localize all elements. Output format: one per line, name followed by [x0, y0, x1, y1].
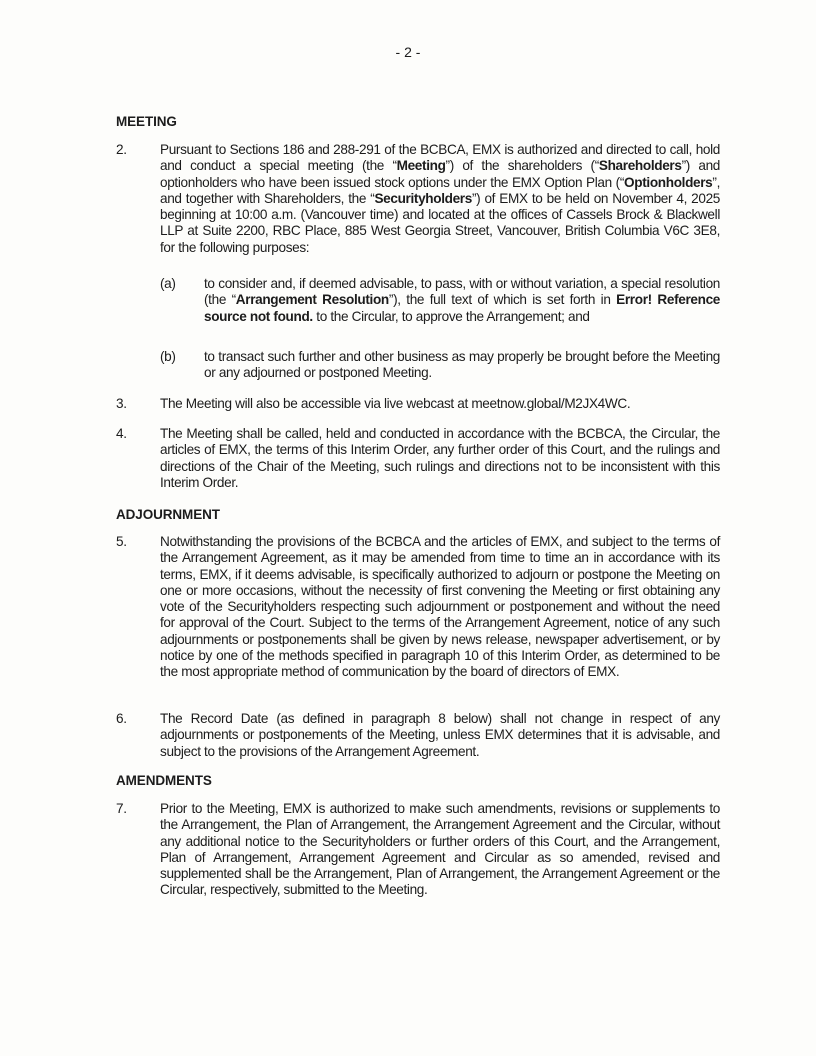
defined-term: Arrangement Resolution: [235, 292, 389, 308]
text-run: ”, and together with Shareholders, the “: [160, 174, 720, 206]
defined-term: Error! Reference source not found.: [204, 292, 720, 324]
paragraph-number: 3.: [116, 396, 127, 411]
text-run: to consider and, if deemed advisable, to pass, with or without variation, a special resolution (the “: [204, 276, 720, 308]
defined-term: Optionholders: [624, 174, 713, 190]
page-number: - 2 -: [395, 44, 421, 60]
heading-meeting: MEETING: [116, 114, 177, 129]
paragraph-2b: [160, 349, 720, 382]
paragraph-text: [204, 349, 720, 382]
paragraph-text: [160, 426, 720, 491]
defined-term: Securityholders: [374, 190, 472, 206]
defined-term: Meeting: [396, 158, 446, 174]
paragraph-number: 5.: [116, 534, 127, 549]
heading-amendments: AMENDMENTS: [116, 773, 212, 788]
paragraph-text: [160, 142, 720, 256]
text-run: ”), the full text of which is set forth in: [388, 292, 617, 308]
text-run: The Meeting shall be called, held and conducted in accordance with the BCBCA, the Circular, the articles of EMX, the terms of this Interim Order, any further order of this Court, and the rulings and directions of the Chair of the Meeting, such rulings and directions not to be inconsistent with this Interim Order.: [160, 426, 720, 490]
paragraph-number: 6.: [116, 711, 127, 726]
text-run: ”) of the shareholders (“: [445, 158, 599, 174]
paragraph-text: [160, 801, 720, 899]
text-run: ”) of EMX to be held on November 4, 2025 beginning at 10:00 a.m. (Vancouver time) and located at the offices of Cassels Brock & Blackwell LLP at Suite 2200, RBC Place, 885 West Georgia Street, Vancouver, British Columbia V6C 3E8, for the following purposes:: [160, 190, 720, 255]
paragraph-number: 7.: [116, 801, 127, 816]
paragraph-number: (a): [160, 276, 176, 291]
text-run: Prior to the Meeting, EMX is authorized to make such amendments, revisions or supplements to the Arrangement, the Plan of Arrangement, the Arrangement Agreement and the Circular, without any additional notice to the Securityholders or further orders of this Court, and the Arrangement, Plan of Arrangement, Arrangement Agreement and Circular as so amended, revised and supplemented shall be the Arrangement, Plan of Arrangement, the Arrangement Agreement or the Circular, respectively, submitted to the Meeting.: [160, 801, 720, 898]
paragraph-7: [116, 801, 720, 899]
heading-adjournment: ADJOURNMENT: [116, 507, 220, 522]
paragraph-3: [116, 396, 720, 412]
text-run: Pursuant to Sections 186 and 288-291 of the BCBCA, EMX is authorized and directed to call, hold and conduct a special meeting (the “: [160, 142, 720, 174]
paragraph-2a: [160, 276, 720, 325]
paragraph-5: [116, 534, 720, 681]
paragraph-text: [204, 276, 720, 325]
paragraph-4: [116, 426, 720, 491]
text-run: to transact such further and other business as may properly be brought before the Meeting or any adjourned or postponed Meeting.: [204, 349, 720, 381]
text-run: The Record Date (as defined in paragraph 8 below) shall not change in respect of any adjournments or postponements of the Meeting, unless EMX determines that it is advisable, and subject to the provisions of the Arrangement Agreement.: [160, 711, 720, 759]
text-run: to the Circular, to approve the Arrangement; and: [312, 308, 590, 324]
text-run: The Meeting will also be accessible via live webcast at meetnow.global/M2JX4WC.: [160, 396, 631, 411]
paragraph-6: [116, 711, 720, 760]
paragraph-text: [160, 534, 720, 681]
paragraph-text: [160, 396, 720, 412]
defined-term: Shareholders: [598, 158, 682, 174]
text-run: ”) and optionholders who have been issued stock options under the EMX Option Plan (“: [160, 158, 720, 190]
paragraph-number: 4.: [116, 426, 127, 441]
paragraph-text: [160, 711, 720, 760]
paragraph-number: (b): [160, 349, 176, 364]
paragraph-number: 2.: [116, 142, 127, 157]
text-run: Notwithstanding the provisions of the BCBCA and the articles of EMX, and subject to the terms of the Arrangement Agreement, as it may be amended from time to time an in accordance with its terms, EMX, if it deems advisable, is specifically authorized to adjourn or postpone the Meeting on one or more occasions, without the necessity of first convening the Meeting or first obtaining any vote of the Securityholders respecting such adjournment or postponement and without the need for approval of the Court. Subject to the terms of the Arrangement Agreement, notice of any such adjournments or postponements shall be given by news release, newspaper advertisement, or by notice by one of the methods specified in paragraph 10 of this Interim Order, as determined to be the most appropriate method of communication by the board of directors of EMX.: [160, 534, 720, 680]
paragraph-2: [116, 142, 720, 256]
